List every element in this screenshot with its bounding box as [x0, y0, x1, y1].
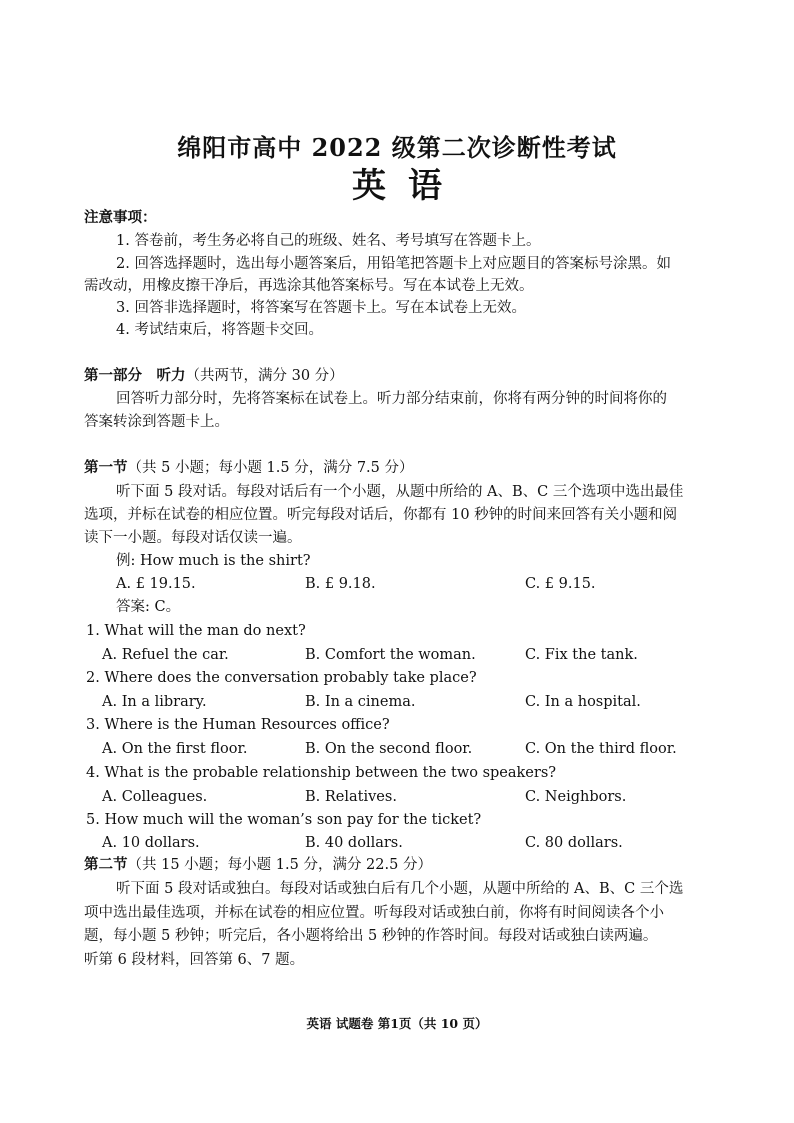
question-4-option-b: B. Relatives. [305, 789, 397, 805]
section2-heading-bold: 第二节 [84, 856, 128, 873]
notes-item-3: 3. 回答非选择题时，将答案写在答题卡上。写在本试卷上无效。 [116, 300, 526, 316]
question-5-option-b: B. 40 dollars. [305, 835, 403, 851]
question-3-option-a: A. On the first floor. [102, 741, 248, 757]
section1-intro-1: 听下面 5 段对话。每段对话后有一个小题，从题中所给的 A、B、C 三个选项中选出最佳 [116, 484, 684, 500]
notes-item-1: 1. 答卷前，考生务必将自己的班级、姓名、考号填写在答题卡上。 [116, 233, 541, 249]
section2-intro-2: 项中选出最佳选项，并标在试卷的相应位置。听每段对话或独白前，你将有时间阅读各个小 [84, 905, 664, 921]
example-option-a: A. £ 19.15. [116, 576, 196, 592]
question-2-option-a: A. In a library. [102, 694, 207, 710]
question-3: 3. Where is the Human Resources office? [86, 717, 390, 733]
question-4-option-a: A. Colleagues. [102, 789, 208, 805]
section2-intro-1: 听下面 5 段对话或独白。每段对话或独白后有几个小题，从题中所给的 A、B、C 三个选 [116, 881, 684, 897]
section2-intro-3: 题，每小题 5 秒钟；听完后，各小题将给出 5 秒钟的作答时间。每段对话或独白读两遍。 [84, 928, 658, 944]
section1-heading-rest: （共 5 小题；每小题 1.5 分，满分 7.5 分） [127, 460, 414, 476]
example-question: 例: How much is the shirt? [116, 553, 311, 569]
section2-heading [84, 855, 432, 875]
question-5: 5. How much will the woman’s son pay for the ticket? [86, 812, 482, 828]
section1-heading-bold: 第一节 [84, 459, 128, 476]
example-answer: 答案: C。 [116, 599, 181, 615]
notes-item-2-cont: 需改动，用橡皮擦干净后，再选涂其他答案标号。写在本试卷上无效。 [84, 278, 534, 294]
part1-intro-2: 答案转涂到答题卡上。 [84, 414, 229, 430]
page-footer: 英语 试题卷 第1页（共 10 页） [306, 1016, 488, 1031]
question-1-option-b: B. Comfort the woman. [305, 647, 476, 663]
exam-title: 绵阳市高中 2022 级第二次诊断性考试 [177, 133, 617, 162]
part1-heading-rest: （共两节，满分 30 分） [185, 368, 344, 384]
subject-title: 英语 [352, 166, 464, 206]
question-4: 4. What is the probable relationship between the two speakers? [86, 765, 557, 781]
part1-heading-bold: 第一部分 听力 [84, 367, 186, 384]
section1-heading [84, 458, 414, 478]
question-2-option-b: B. In a cinema. [305, 694, 416, 710]
question-4-option-c: C. Neighbors. [525, 789, 627, 805]
notes-item-2: 2. 回答选择题时，选出每小题答案后，用铅笔把答题卡上对应题目的答案标号涂黑。如 [116, 256, 671, 272]
question-2: 2. Where does the conversation probably take place? [86, 670, 477, 686]
question-1-option-a: A. Refuel the car. [102, 647, 229, 663]
notes-heading: 注意事项： [84, 209, 157, 226]
example-option-c: C. £ 9.15. [525, 576, 596, 592]
question-1-option-c: C. Fix the tank. [525, 647, 638, 663]
question-5-option-a: A. 10 dollars. [102, 835, 200, 851]
question-5-option-c: C. 80 dollars. [525, 835, 623, 851]
section1-intro-3: 读下一小题。每段对话仅读一遍。 [84, 530, 302, 546]
question-1: 1. What will the man do next? [86, 623, 306, 639]
section2-heading-rest: （共 15 小题；每小题 1.5 分，满分 22.5 分） [127, 857, 432, 873]
question-2-option-c: C. In a hospital. [525, 694, 641, 710]
notes-item-4: 4. 考试结束后，将答题卡交回。 [116, 322, 323, 338]
part1-heading [84, 366, 344, 386]
section1-intro-2: 选项，并标在试卷的相应位置。听完每段对话后，你都有 10 秒钟的时间来回答有关小题和阅 [84, 507, 678, 523]
example-option-b: B. £ 9.18. [305, 576, 376, 592]
part1-intro-1: 回答听力部分时，先将答案标在试卷上。听力部分结束前，你将有两分钟的时间将你的 [116, 391, 667, 407]
section2-intro-4: 听第 6 段材料，回答第 6、7 题。 [84, 952, 305, 968]
question-3-option-c: C. On the third floor. [525, 741, 677, 757]
question-3-option-b: B. On the second floor. [305, 741, 473, 757]
